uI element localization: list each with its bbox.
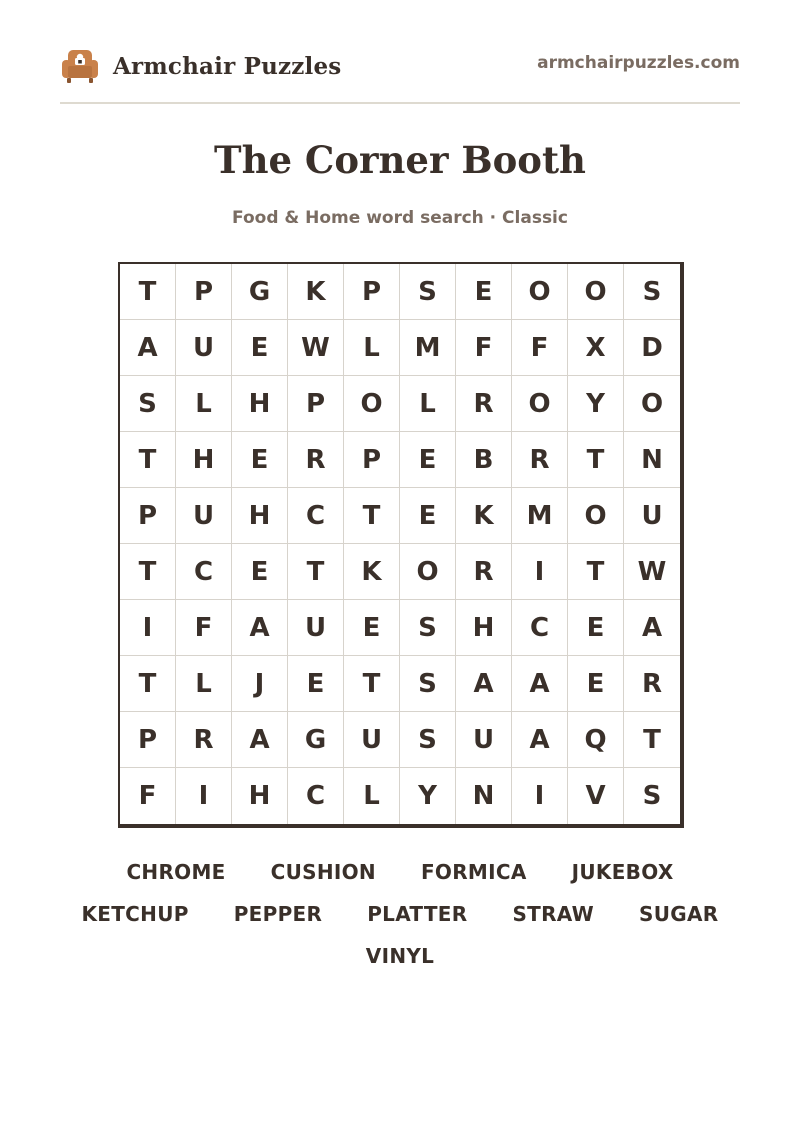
grid-cell[interactable]: E [288, 656, 344, 712]
grid-cell[interactable]: I [512, 768, 568, 824]
word-list-item: STRAW [512, 902, 595, 926]
grid-cell[interactable]: P [120, 488, 176, 544]
grid-cell[interactable]: E [568, 600, 624, 656]
word-list-item: VINYL [365, 944, 435, 968]
puzzle-subtitle: Food & Home word search · Classic [232, 208, 568, 228]
grid-cell[interactable]: A [232, 600, 288, 656]
grid-cell[interactable]: P [120, 712, 176, 768]
grid-cell[interactable]: H [232, 768, 288, 824]
grid-cell[interactable]: I [512, 544, 568, 600]
word-list-item: PLATTER [367, 902, 468, 926]
grid-cell[interactable]: M [512, 488, 568, 544]
grid-cell[interactable]: K [288, 264, 344, 320]
grid-cell[interactable]: O [344, 376, 400, 432]
word-list-row [60, 860, 740, 884]
word-list-item: CHROME [126, 860, 226, 884]
grid-cell[interactable]: E [400, 432, 456, 488]
grid-cell[interactable]: I [176, 768, 232, 824]
grid-cell[interactable]: E [456, 264, 512, 320]
grid-cell[interactable]: R [512, 432, 568, 488]
grid-cell[interactable]: A [120, 320, 176, 376]
grid-cell[interactable]: L [176, 656, 232, 712]
word-list-row [60, 902, 740, 926]
grid-cell[interactable]: O [512, 264, 568, 320]
grid-cell[interactable]: P [288, 376, 344, 432]
grid-cell[interactable]: T [120, 432, 176, 488]
grid-cell[interactable]: C [512, 600, 568, 656]
grid-cell[interactable]: C [176, 544, 232, 600]
grid-cell[interactable]: S [642, 781, 662, 811]
grid-cell[interactable]: N [456, 768, 512, 824]
grid-cell[interactable]: A [512, 712, 568, 768]
grid-cell[interactable]: B [456, 432, 512, 488]
word-list-item: JUKEBOX [571, 860, 674, 884]
grid-cell[interactable]: T [568, 544, 624, 600]
grid-cell[interactable]: T [120, 656, 176, 712]
grid-cell[interactable]: R [288, 432, 344, 488]
grid-cell[interactable]: C [288, 768, 344, 824]
puzzle-title: The Corner Booth [214, 138, 586, 182]
grid-cell[interactable]: R [456, 544, 512, 600]
grid-cell[interactable]: T [624, 712, 680, 768]
grid-cell[interactable]: O [512, 376, 568, 432]
word-list-item: FORMICA [420, 860, 527, 884]
grid-cell[interactable]: S [400, 712, 456, 768]
word-list-item: KETCHUP [81, 902, 189, 926]
grid-cell[interactable]: U [176, 320, 232, 376]
grid-cell[interactable]: F [120, 768, 176, 824]
grid-cell[interactable]: R [624, 656, 680, 712]
grid-cell[interactable]: U [344, 712, 400, 768]
grid-cell[interactable]: E [568, 656, 624, 712]
grid-cell[interactable]: Y [568, 376, 624, 432]
grid-cell[interactable]: L [344, 768, 400, 824]
grid-cell[interactable]: U [624, 488, 680, 544]
grid-cell[interactable]: E [232, 432, 288, 488]
grid-cell[interactable]: S [120, 376, 176, 432]
grid-cell[interactable]: T [568, 432, 624, 488]
grid-cell[interactable]: Q [568, 712, 624, 768]
grid-cell[interactable]: E [344, 600, 400, 656]
grid-cell[interactable]: A [232, 712, 288, 768]
grid-cell[interactable]: P [176, 264, 232, 320]
grid-cell[interactable]: P [344, 432, 400, 488]
brand[interactable] [60, 46, 341, 86]
grid-cell[interactable]: G [288, 712, 344, 768]
word-list-row [60, 944, 740, 968]
grid-cell[interactable]: S [400, 600, 456, 656]
brand-name: Armchair Puzzles [113, 52, 342, 80]
grid-cell[interactable]: W [624, 544, 680, 600]
grid-cell[interactable]: L [400, 376, 456, 432]
grid-cell[interactable]: F [176, 600, 232, 656]
grid-cell[interactable]: R [176, 712, 232, 768]
grid-cell[interactable]: E [232, 320, 288, 376]
grid-cell[interactable]: A [456, 656, 512, 712]
page-header [60, 40, 740, 90]
grid-cell[interactable]: S [400, 656, 456, 712]
grid-cell[interactable]: D [624, 320, 680, 376]
word-list-item: PEPPER [233, 902, 323, 926]
grid-cell[interactable]: H [456, 600, 512, 656]
grid-cell[interactable]: M [400, 320, 456, 376]
grid-cell[interactable]: V [568, 768, 624, 824]
grid-cell[interactable]: O [624, 376, 680, 432]
grid-cell[interactable]: U [456, 712, 512, 768]
grid-cell[interactable]: T [288, 544, 344, 600]
grid-cell[interactable]: H [176, 432, 232, 488]
grid-cell[interactable]: A [512, 656, 568, 712]
grid-cell[interactable]: S [400, 264, 456, 320]
armchair-icon [60, 46, 100, 86]
grid-cell[interactable]: T [120, 264, 176, 320]
grid-cell[interactable]: T [344, 656, 400, 712]
grid-cell[interactable]: U [288, 600, 344, 656]
word-list-item: CUSHION [270, 860, 376, 884]
grid-cell[interactable]: O [400, 544, 456, 600]
grid-cell[interactable]: F [456, 320, 512, 376]
grid-cell[interactable]: L [344, 320, 400, 376]
grid-cell[interactable]: O [568, 264, 624, 320]
grid-cell[interactable]: E [232, 544, 288, 600]
grid-cell[interactable]: H [232, 376, 288, 432]
grid-cell[interactable]: T [120, 544, 176, 600]
grid-cell[interactable]: K [344, 544, 400, 600]
grid-cell[interactable]: K [456, 488, 512, 544]
word-list-item: SUGAR [639, 902, 719, 926]
grid-cell[interactable]: L [176, 376, 232, 432]
grid-cell[interactable]: H [232, 488, 288, 544]
grid-cell[interactable]: F [512, 320, 568, 376]
grid-cell[interactable]: I [120, 600, 176, 656]
grid-cell[interactable]: P [344, 264, 400, 320]
grid-cell[interactable]: G [232, 264, 288, 320]
grid-cell[interactable]: C [288, 488, 344, 544]
grid-cell[interactable]: J [232, 656, 288, 712]
grid-cell[interactable]: X [568, 320, 624, 376]
letter-grid [118, 262, 684, 828]
grid-cell[interactable]: R [456, 376, 512, 432]
grid-cell[interactable]: E [400, 488, 456, 544]
grid-cell[interactable]: U [176, 488, 232, 544]
header-divider [60, 102, 740, 104]
grid-cell[interactable]: T [344, 488, 400, 544]
grid-cell[interactable]: N [624, 432, 680, 488]
grid-cell[interactable]: A [624, 600, 680, 656]
grid-cell[interactable]: W [288, 320, 344, 376]
grid-cell[interactable]: S [624, 264, 680, 320]
site-url-link[interactable]: armchairpuzzles.com [537, 53, 740, 73]
grid-cell[interactable]: Y [400, 768, 456, 824]
grid-cell[interactable]: O [568, 488, 624, 544]
